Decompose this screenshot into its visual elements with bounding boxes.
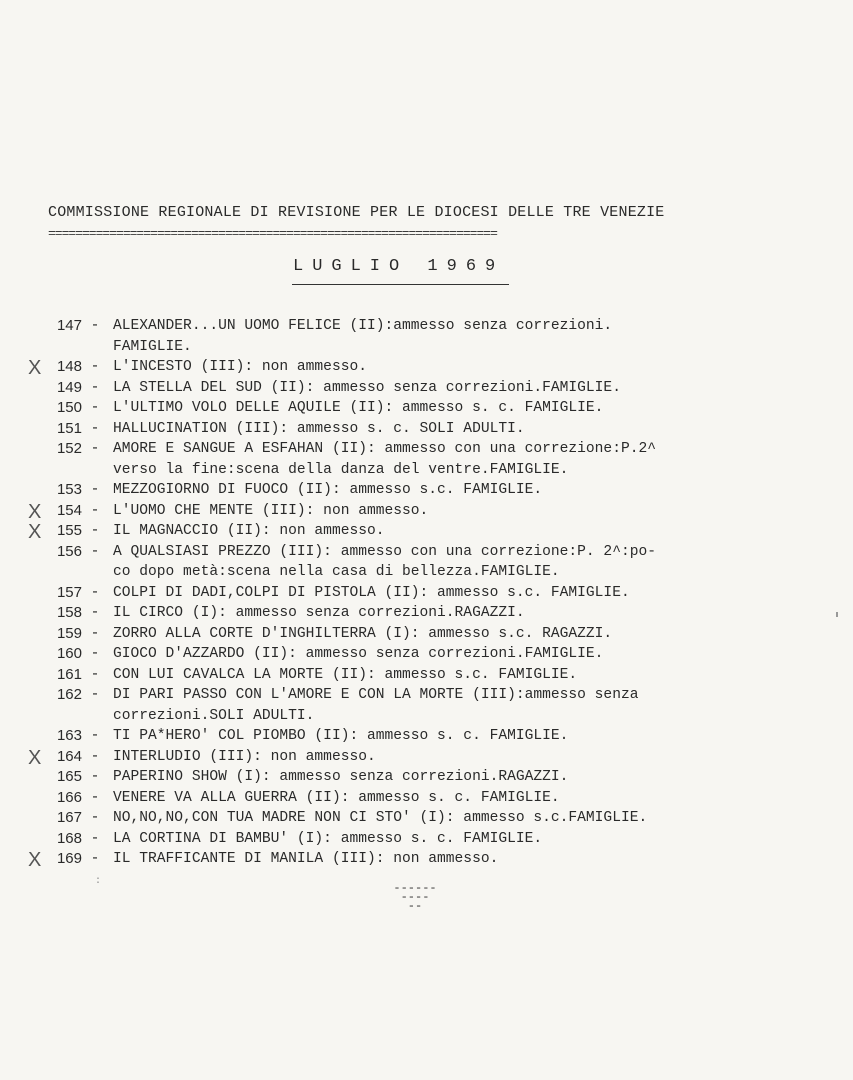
paper-speck xyxy=(836,612,838,617)
list-item xyxy=(0,398,853,419)
entry-text: NO,NO,NO,CON TUA MADRE NON CI STO' (I): ammesso s.c.FAMIGLIE. xyxy=(113,810,648,826)
entry-text: ALEXANDER...UN UOMO FELICE (II):ammesso senza correzioni. xyxy=(113,318,613,334)
entry-text: FAMIGLIE. xyxy=(113,338,192,355)
header-rule: ================================================================== xyxy=(48,226,497,241)
entry-text: co dopo metà:scena nella casa di bellezza.FAMIGLIE. xyxy=(113,564,560,580)
entry-number: 158 xyxy=(56,604,82,621)
entry-line xyxy=(0,521,853,542)
entry-continuation-line xyxy=(0,562,853,583)
entry-dash: - xyxy=(90,687,100,703)
entry-text: CON LUI CAVALCA LA MORTE (II): ammesso s.c. FAMIGLIE. xyxy=(113,666,578,683)
handwritten-x-mark: X xyxy=(28,521,42,543)
month-title: LUGLIO 1969 xyxy=(293,257,505,276)
entry-number: 164 xyxy=(56,747,82,765)
entry-text: correzioni.SOLI ADULTI. xyxy=(113,707,315,724)
entry-line xyxy=(0,849,853,870)
entry-text: L'UOMO CHE MENTE (III): non ammesso. xyxy=(113,502,429,519)
entry-text: COLPI DI DADI,COLPI DI PISTOLA (II): ammesso s.c. FAMIGLIE. xyxy=(113,584,630,601)
entry-number: 152 xyxy=(56,440,82,457)
entry-number: 157 xyxy=(56,583,82,601)
list-item xyxy=(0,849,853,870)
list-item xyxy=(0,316,853,357)
entry-line xyxy=(0,439,853,460)
entry-dash: - xyxy=(90,543,100,560)
entry-text: L'ULTIMO VOLO DELLE AQUILE (II): ammesso s. c. FAMIGLIE. xyxy=(113,400,604,416)
entry-dash: - xyxy=(90,400,100,416)
entry-text: GIOCO D'AZZARDO (II): ammesso senza correzioni.FAMIGLIE. xyxy=(113,646,604,662)
list-item xyxy=(0,747,853,768)
entry-text: L'INCESTO (III): non ammesso. xyxy=(113,359,367,375)
list-item xyxy=(0,624,853,645)
entry-dash: - xyxy=(90,379,100,396)
entry-text: MEZZOGIORNO DI FUOCO (II): ammesso s.c. FAMIGLIE. xyxy=(113,482,543,498)
entry-text: INTERLUDIO (III): non ammesso. xyxy=(113,748,376,765)
entry-line xyxy=(0,603,853,624)
entry-number: 149 xyxy=(56,378,82,396)
entry-dash: - xyxy=(90,502,100,519)
entry-text: LA CORTINA DI BAMBU' (I): ammesso s. c. FAMIGLIE. xyxy=(113,830,543,847)
entry-line xyxy=(0,685,853,706)
entry-line xyxy=(0,726,853,747)
entry-line xyxy=(0,583,853,604)
entry-number: 160 xyxy=(56,645,82,662)
entry-dash: - xyxy=(90,420,100,437)
margin-mark: : xyxy=(95,876,102,887)
entry-number: 148 xyxy=(56,358,82,375)
entry-text: ZORRO ALLA CORTE D'INGHILTERRA (I): ammesso s.c. RAGAZZI. xyxy=(113,625,613,642)
entry-number: 166 xyxy=(56,788,82,806)
entry-line xyxy=(0,316,853,337)
entry-dash: - xyxy=(90,625,100,642)
entry-number: 147 xyxy=(56,317,82,334)
list-item xyxy=(0,603,853,624)
entry-line xyxy=(0,624,853,645)
list-item xyxy=(0,788,853,809)
entry-line xyxy=(0,480,853,501)
entry-text: DI PARI PASSO CON L'AMORE E CON LA MORTE (III):ammesso senza xyxy=(113,687,639,703)
entry-continuation-line xyxy=(0,460,853,481)
entry-line xyxy=(0,542,853,563)
entry-continuation-line xyxy=(0,337,853,358)
entry-dash: - xyxy=(90,769,100,785)
entry-dash: - xyxy=(90,646,100,662)
list-item xyxy=(0,378,853,399)
list-item xyxy=(0,501,853,522)
handwritten-x-mark: X xyxy=(28,500,42,523)
entry-text: A QUALSIASI PREZZO (III): ammesso con una correzione:P. 2^:po- xyxy=(113,543,656,560)
end-ornament: ------ ---- -- xyxy=(393,881,437,913)
entry-text: VENERE VA ALLA GUERRA (II): ammesso s. c. FAMIGLIE. xyxy=(113,789,560,806)
entry-line xyxy=(0,788,853,809)
entry-line xyxy=(0,398,853,419)
entry-dash: - xyxy=(90,851,100,867)
entry-dash: - xyxy=(90,605,100,621)
entry-text: TI PA*HERO' COL PIOMBO (II): ammesso s. c. FAMIGLIE. xyxy=(113,728,569,744)
entry-number: 168 xyxy=(56,829,82,847)
entry-text: HALLUCINATION (III): ammesso s. c. SOLI ADULTI. xyxy=(113,420,525,437)
entry-dash: - xyxy=(90,666,100,683)
entry-text: LA STELLA DEL SUD (II): ammesso senza correzioni.FAMIGLIE. xyxy=(113,379,621,396)
list-item xyxy=(0,644,853,665)
list-item xyxy=(0,419,853,440)
entry-dash: - xyxy=(90,748,100,765)
entry-dash: - xyxy=(90,523,100,539)
entry-line xyxy=(0,829,853,850)
entry-line xyxy=(0,501,853,522)
entry-number: 162 xyxy=(56,686,82,703)
list-item xyxy=(0,685,853,726)
entry-dash: - xyxy=(90,359,100,375)
entry-number: 163 xyxy=(56,727,82,744)
entry-continuation-line xyxy=(0,706,853,727)
handwritten-x-mark: X xyxy=(28,357,42,379)
entry-number: 153 xyxy=(56,481,82,498)
handwritten-x-mark: X xyxy=(28,849,42,871)
entry-text: AMORE E SANGUE A ESFAHAN (II): ammesso con una correzione:P.2^ xyxy=(113,441,656,457)
entry-line xyxy=(0,808,853,829)
list-item xyxy=(0,767,853,788)
entry-list xyxy=(0,316,853,870)
entry-number: 155 xyxy=(56,522,82,539)
entry-line xyxy=(0,747,853,768)
entry-number: 154 xyxy=(56,501,82,519)
month-underline xyxy=(292,284,509,285)
entry-dash: - xyxy=(90,728,100,744)
handwritten-x-mark: X xyxy=(28,746,42,769)
entry-dash: - xyxy=(90,584,100,601)
commission-header: COMMISSIONE REGIONALE DI REVISIONE PER LE DIOCESI DELLE TRE VENEZIE xyxy=(48,204,665,221)
entry-dash: - xyxy=(90,318,100,334)
entry-number: 151 xyxy=(56,419,82,437)
list-item xyxy=(0,439,853,480)
entry-line xyxy=(0,644,853,665)
entry-line xyxy=(0,767,853,788)
list-item xyxy=(0,542,853,583)
entry-number: 161 xyxy=(56,665,82,683)
list-item xyxy=(0,521,853,542)
entry-text: verso la fine:scena della danza del ventre.FAMIGLIE. xyxy=(113,461,569,478)
entry-line xyxy=(0,665,853,686)
list-item xyxy=(0,583,853,604)
list-item xyxy=(0,665,853,686)
entry-line xyxy=(0,357,853,378)
list-item xyxy=(0,808,853,829)
list-item xyxy=(0,480,853,501)
entry-number: 156 xyxy=(56,542,82,560)
entry-text: IL MAGNACCIO (II): non ammesso. xyxy=(113,523,385,539)
list-item xyxy=(0,829,853,850)
entry-line xyxy=(0,378,853,399)
entry-dash: - xyxy=(90,482,100,498)
entry-text: PAPERINO SHOW (I): ammesso senza correzioni.RAGAZZI. xyxy=(113,769,569,785)
entry-text: IL CIRCO (I): ammesso senza correzioni.RAGAZZI. xyxy=(113,605,525,621)
entry-number: 167 xyxy=(56,809,82,826)
entry-dash: - xyxy=(90,441,100,457)
entry-number: 169 xyxy=(56,850,82,867)
entry-line xyxy=(0,419,853,440)
entry-dash: - xyxy=(90,830,100,847)
entry-dash: - xyxy=(90,810,100,826)
entry-dash: - xyxy=(90,789,100,806)
list-item xyxy=(0,357,853,378)
entry-text: IL TRAFFICANTE DI MANILA (III): non ammesso. xyxy=(113,851,499,867)
entry-number: 150 xyxy=(56,399,82,416)
entry-number: 159 xyxy=(56,624,82,642)
entry-number: 165 xyxy=(56,768,82,785)
list-item xyxy=(0,726,853,747)
